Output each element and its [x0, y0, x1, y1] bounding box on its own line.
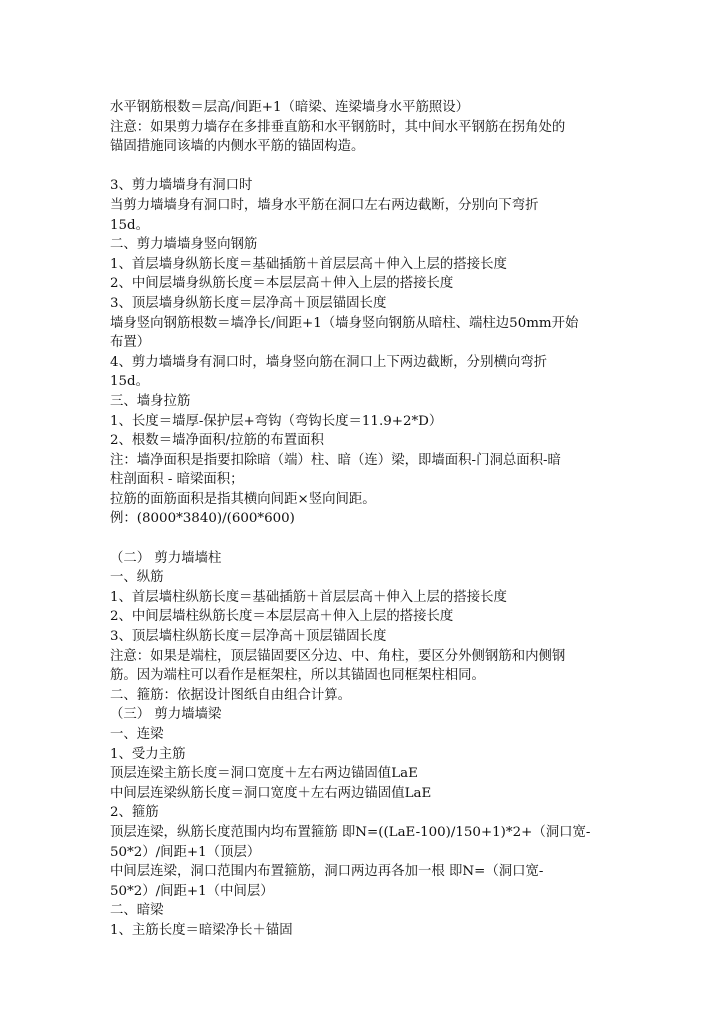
text-line: 1、长度＝墙厚-保护层+弯钩（弯钩长度＝11.9+2*D）	[110, 413, 443, 429]
text-line: 一、纵筋	[110, 570, 164, 586]
text-line: 柱剖面积 - 暗梁面积；	[110, 472, 244, 488]
text-line: 1、受力主筋	[110, 746, 186, 762]
text-line: 15d。	[110, 217, 150, 233]
text-line: 墙身竖向钢筋根数＝墙净长/间距+1（墙身竖向钢筋从暗柱、端柱边50mm开始	[110, 315, 579, 331]
text-line: 2、中间层墙身纵筋长度＝本层层高＋伸入上层的搭接长度	[110, 276, 454, 292]
text-line: （二） 剪力墙墙柱	[110, 550, 222, 566]
text-line: 注：墙净面积是指要扣除暗（端）柱、暗（连）梁，即墙面积-门洞总面积-暗	[110, 452, 561, 468]
text-line: 1、首层墙身纵筋长度＝基础插筋＋首层层高＋伸入上层的搭接长度	[110, 256, 507, 272]
text-line: 1、首层墙柱纵筋长度＝基础插筋＋首层层高＋伸入上层的搭接长度	[110, 589, 507, 605]
text-line: 注意：如果是端柱，顶层锚固要区分边、中、角柱，要区分外侧钢筋和内侧钢	[110, 648, 566, 664]
text-line: 水平钢筋根数＝层高/间距+1（暗梁、连梁墙身水平筋照设）	[110, 100, 470, 115]
text-line: 2、中间层墙柱纵筋长度＝本层层高＋伸入上层的搭接长度	[110, 609, 454, 625]
blank-line	[110, 157, 624, 177]
text-line: 二、剪力墙墙身竖向钢筋	[110, 237, 258, 253]
text-line: 3、顶层墙身纵筋长度＝层净高＋顶层锚固长度	[110, 295, 387, 311]
text-line: 2、根数＝墙净面积/拉筋的布置面积	[110, 433, 324, 449]
text-line: 1、主筋长度＝暗梁净长＋锚固	[110, 922, 293, 938]
text-line: 中间层连梁，洞口范围内布置箍筋，洞口两边再各加一根 即N=（洞口宽-	[110, 864, 544, 880]
text-line: 2、箍筋	[110, 805, 159, 821]
text-line: 顶层连梁主筋长度＝洞口宽度＋左右两边锚固值LaE	[110, 766, 418, 782]
text-line: 二、箍筋：依据设计图纸自由组合计算。	[110, 687, 352, 703]
text-line: 顶层连梁，纵筋长度范围内均布置箍筋 即N=((LaE-100)/150+1)*2+（洞口宽-	[110, 824, 591, 840]
text-line: 中间层连梁纵筋长度＝洞口宽度＋左右两边锚固值LaE	[110, 785, 432, 801]
blank-line	[110, 529, 624, 549]
text-line: 例：(8000*3840)/(600*600)	[110, 511, 295, 527]
text-line: 布置）	[110, 335, 151, 351]
text-line: 3、剪力墙墙身有洞口时	[110, 178, 253, 194]
text-line: 筋。因为端柱可以看作是框架柱，所以其锚固也同框架柱相同。	[110, 668, 485, 684]
text-line: 4、剪力墙墙身有洞口时，墙身竖向筋在洞口上下两边截断，分别横向弯折	[110, 354, 548, 370]
text-line: 二、暗梁	[110, 903, 164, 919]
text-line: 50*2）/间距+1（顶层）	[110, 844, 261, 860]
text-line: 3、顶层墙柱纵筋长度＝层净高＋顶层锚固长度	[110, 629, 387, 645]
text-line: 锚固措施同该墙的内侧水平筋的锚固构造。	[110, 139, 365, 155]
text-line: 50*2）/间距+1（中间层）	[110, 883, 274, 899]
text-line: 一、连梁	[110, 727, 164, 742]
text-line: （三） 剪力墙墙梁	[110, 707, 222, 723]
text-line: 三、墙身拉筋	[110, 393, 191, 409]
text-line: 注意：如果剪力墙存在多排垂直筋和水平钢筋时，其中间水平钢筋在拐角处的	[110, 119, 566, 135]
text-line: 15d。	[110, 374, 150, 390]
text-line: 当剪力墙墙身有洞口时，墙身水平筋在洞口左右两边截断，分别向下弯折	[110, 197, 539, 213]
text-line: 拉筋的面筋面积是指其横向间距×竖向间距。	[110, 491, 376, 507]
